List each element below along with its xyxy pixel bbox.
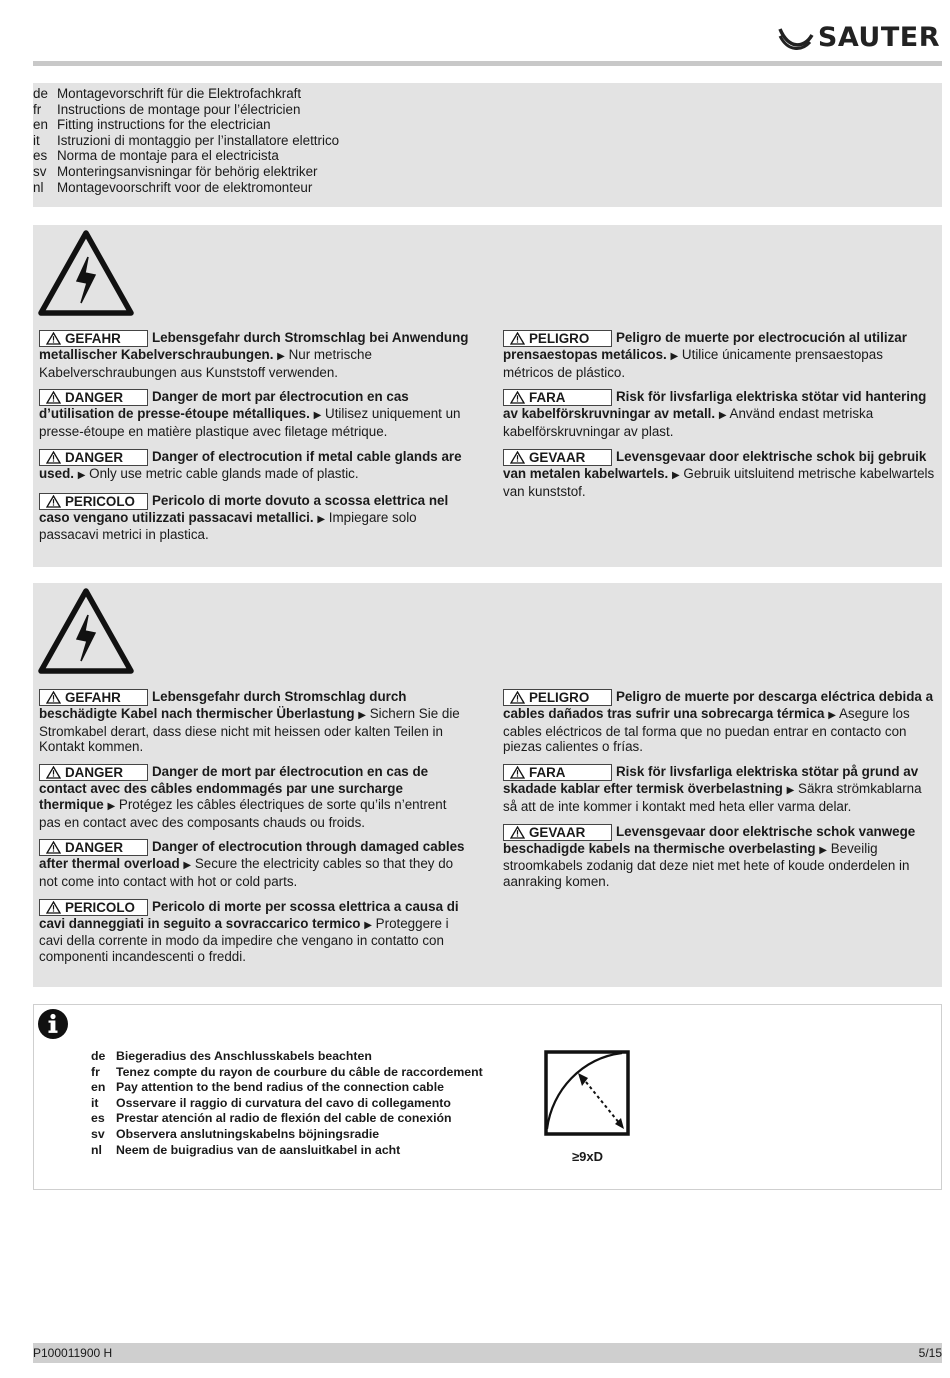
warning-entry bbox=[503, 449, 935, 499]
info-row bbox=[91, 1127, 483, 1143]
hazard-description: Peligro de muerte por descarga eléctrica debida a cables dañados tras sufrir una sobrecarga térmica bbox=[503, 689, 934, 721]
info-language-code: fr bbox=[91, 1064, 100, 1079]
arrow-icon: ▶ bbox=[671, 469, 680, 481]
warning-entry bbox=[39, 839, 471, 889]
arrow-icon: ▶ bbox=[718, 410, 727, 422]
hazard-label-text: GEVAAR bbox=[529, 449, 586, 465]
hazard-instruction: Säkra strömkablarna så att de inte kommer i kontakt med heta eller varma delar. bbox=[503, 781, 922, 814]
info-language-code: nl bbox=[91, 1142, 102, 1157]
warning2-right-column bbox=[503, 689, 935, 899]
language-row bbox=[33, 86, 339, 102]
language-title: Istruzioni di montaggio per l’installatore elettrico bbox=[57, 132, 340, 148]
hazard-label bbox=[503, 764, 612, 781]
header-divider bbox=[33, 61, 942, 66]
warning-entry bbox=[39, 330, 471, 380]
hazard-label bbox=[503, 389, 612, 406]
language-code: en bbox=[33, 117, 48, 133]
hazard-description: Danger of electrocution if metal cable glands are used. bbox=[39, 448, 462, 481]
hazard-instruction: Only use metric cable glands made of plastic. bbox=[89, 465, 359, 481]
hazard-instruction: Använd endast metriska kabelförskruvningar av plast. bbox=[503, 406, 874, 440]
info-language-code: de bbox=[91, 1049, 106, 1063]
info-language-code: it bbox=[91, 1095, 99, 1110]
info-row bbox=[91, 1096, 483, 1112]
arrow-icon: ▶ bbox=[819, 844, 827, 856]
language-row bbox=[33, 148, 339, 164]
language-title: Montagevorschrift für die Elektrofachkraft bbox=[57, 86, 302, 101]
hazard-instruction: Protégez les câbles électriques de sorte qu’ils n’entrent pas en contact avec des composants chauds ou froids. bbox=[39, 796, 447, 830]
brand-name: SAUTER bbox=[817, 22, 940, 53]
info-row bbox=[91, 1065, 483, 1081]
language-row bbox=[33, 164, 339, 180]
info-row bbox=[91, 1111, 483, 1127]
warning1-left-column bbox=[39, 330, 471, 552]
hazard-instruction: Gebruik uitsluitend metrische kabelwartels van kunststof. bbox=[503, 465, 935, 499]
hazard-instruction: Proteggere i cavi della corrente in modo da impedire che vengano in contatto con componenti incandescenti o freddi. bbox=[39, 915, 449, 965]
warning1-right-column bbox=[503, 330, 935, 508]
info-language-code: en bbox=[91, 1080, 106, 1095]
warning-triangle-icon bbox=[46, 766, 61, 779]
warning-triangle-icon bbox=[46, 451, 61, 464]
arrow-icon: ▶ bbox=[786, 785, 795, 797]
sauter-swoosh-icon bbox=[778, 25, 814, 51]
info-row bbox=[91, 1049, 483, 1065]
info-row bbox=[91, 1143, 483, 1159]
hazard-label-text: DANGER bbox=[65, 765, 124, 781]
hazard-description: Danger de mort par électrocution en cas d’utilisation de presse-étoupe métalliques. bbox=[39, 389, 409, 422]
hazard-label-text: DANGER bbox=[65, 840, 124, 856]
arrow-icon: ▶ bbox=[183, 860, 192, 872]
warning-entry bbox=[39, 389, 471, 439]
language-row bbox=[33, 117, 339, 133]
hazard-instruction: Utilice únicamente prensaestopas métricos de plástico. bbox=[503, 347, 883, 380]
hazard-label-text: PELIGRO bbox=[529, 690, 590, 705]
language-title: Monteringsanvisningar för behörig elektriker bbox=[57, 163, 318, 179]
warning-box-cable-glands bbox=[33, 225, 942, 567]
hazard-description: Risk för livsfarliga elektriska stötar på grund av skadade kablar efter termisk överbelastning bbox=[503, 764, 919, 797]
info-text: Biegeradius des Anschlusskabels beachten bbox=[116, 1049, 372, 1063]
warning-triangle-icon bbox=[46, 901, 61, 914]
warning-triangle-icon bbox=[510, 691, 525, 704]
warning-triangle-icon bbox=[510, 826, 525, 839]
info-text: Osservare il raggio di curvatura del cavo di collegamento bbox=[116, 1095, 451, 1110]
warning-entry bbox=[503, 764, 935, 814]
hazard-label bbox=[39, 389, 148, 406]
hazard-label bbox=[39, 899, 148, 916]
info-text: Prestar atención al radio de flexión del cable de conexión bbox=[116, 1111, 452, 1126]
language-title: Instructions de montage pour l’électricien bbox=[57, 101, 301, 117]
warning-entry bbox=[503, 824, 935, 890]
hazard-label bbox=[503, 449, 612, 466]
page-number: 5/15 bbox=[918, 1346, 942, 1360]
hazard-description: Danger de mort par électrocution en cas de contact avec des câbles endommagés par une surcharge thermique bbox=[39, 764, 429, 812]
arrow-icon: ▶ bbox=[828, 710, 836, 721]
hazard-description: Levensgevaar door elektrische schok vanwege beschadigde kabels na thermische overbelasting bbox=[503, 823, 916, 856]
warning-entry bbox=[503, 330, 935, 380]
hazard-label-text: FARA bbox=[529, 390, 566, 406]
arrow-icon: ▶ bbox=[107, 800, 116, 812]
info-language-code: sv bbox=[91, 1126, 105, 1141]
info-text: Pay attention to the bend radius of the connection cable bbox=[116, 1080, 444, 1095]
hazard-label bbox=[39, 449, 148, 466]
language-row bbox=[33, 102, 339, 118]
language-titles bbox=[33, 83, 942, 207]
electric-hazard-icon bbox=[37, 587, 135, 675]
warning-entry bbox=[503, 689, 935, 755]
hazard-label bbox=[39, 764, 148, 781]
hazard-label-text: PERICOLO bbox=[65, 493, 135, 509]
arrow-icon: ▶ bbox=[317, 513, 326, 525]
warning-entry bbox=[39, 449, 471, 484]
hazard-label bbox=[503, 824, 612, 841]
language-code: de bbox=[33, 86, 48, 101]
language-title: Norma de montaje para el electricista bbox=[57, 148, 279, 164]
info-language-code: es bbox=[91, 1111, 105, 1126]
hazard-description: Pericolo di morte per scossa elettrica a causa di cavi danneggiati in seguito a sovraccarico termico bbox=[39, 898, 459, 931]
warning-entry bbox=[39, 899, 471, 965]
arrow-icon: ▶ bbox=[77, 469, 86, 481]
hazard-label-text: GEVAAR bbox=[529, 824, 586, 840]
info-icon bbox=[37, 1008, 69, 1040]
info-text: Tenez compte du rayon de courbure du câble de raccordement bbox=[116, 1064, 483, 1079]
electric-hazard-icon bbox=[37, 229, 135, 317]
language-code: nl bbox=[33, 179, 44, 195]
warning-triangle-icon bbox=[510, 332, 525, 345]
hazard-description: Peligro de muerte por electrocución al utilizar prensaestopas metálicos. bbox=[503, 330, 907, 362]
warning-triangle-icon bbox=[510, 451, 525, 464]
hazard-instruction: Nur metrische Kabelverschraubungen aus Kunststoff verwenden. bbox=[39, 347, 372, 380]
language-row bbox=[33, 133, 339, 149]
hazard-label bbox=[39, 330, 148, 347]
language-code: es bbox=[33, 148, 48, 164]
warning-triangle-icon bbox=[46, 391, 61, 404]
hazard-description: Danger of electrocution through damaged cables after thermal overload bbox=[39, 839, 465, 872]
warning-triangle-icon bbox=[46, 841, 61, 854]
warning-entry bbox=[39, 493, 471, 543]
hazard-label-text: DANGER bbox=[65, 449, 124, 465]
language-code: fr bbox=[33, 101, 42, 117]
hazard-instruction: Secure the electricity cables so that they do not come into contact with hot or cold parts. bbox=[39, 856, 454, 889]
arrow-icon: ▶ bbox=[364, 919, 372, 931]
warning-entry bbox=[39, 764, 471, 830]
hazard-label bbox=[503, 330, 612, 347]
hazard-label bbox=[39, 839, 148, 856]
info-text: Observera anslutningskabelns böjningsradie bbox=[116, 1126, 380, 1141]
hazard-label-text: GEFAHR bbox=[65, 690, 121, 705]
hazard-instruction: Beveilig stroomkabels zodanig dat deze niet met hete of koude onderdelen in aanraking komen. bbox=[503, 840, 910, 889]
language-title: Montagevoorschrift voor de elektromonteur bbox=[57, 179, 313, 195]
sauter-logo bbox=[778, 22, 940, 53]
arrow-icon: ▶ bbox=[277, 351, 285, 362]
info-box-bend-radius bbox=[33, 1004, 942, 1190]
info-row bbox=[91, 1080, 483, 1096]
warning-box-thermal-overload bbox=[33, 583, 942, 987]
warning-triangle-icon bbox=[46, 332, 61, 345]
hazard-instruction: Asegure los cables eléctricos de tal forma que no puedan entrar en contacto con piezas calientes o frías. bbox=[503, 706, 910, 755]
hazard-label-text: PELIGRO bbox=[529, 331, 590, 346]
hazard-instruction: Sichern Sie die Stromkabel derart, dass diese nicht mit heissen oder kalten Teilen in Kontakt kommen. bbox=[39, 706, 460, 755]
warning-triangle-icon bbox=[46, 495, 61, 508]
language-title: Fitting instructions for the electrician bbox=[57, 117, 271, 133]
bend-radius-label: ≥9xD bbox=[572, 1149, 603, 1164]
hazard-label bbox=[39, 689, 148, 706]
language-code: it bbox=[33, 132, 40, 148]
hazard-description: Lebensgefahr durch Stromschlag durch beschädigte Kabel nach thermischer Überlastung bbox=[39, 689, 407, 721]
hazard-description: Levensgevaar door elektrische schok bij gebruik van metalen kabelwartels. bbox=[503, 448, 927, 481]
document-id: P100011900 H bbox=[33, 1346, 113, 1360]
hazard-label-text: FARA bbox=[529, 765, 566, 781]
hazard-description: Lebensgefahr durch Stromschlag bei Anwendung metallischer Kabelverschraubungen. bbox=[39, 330, 469, 362]
hazard-instruction: Impiegare solo passacavi metrici in plastica. bbox=[39, 509, 417, 543]
warning-entry bbox=[39, 689, 471, 755]
hazard-label-text: PERICOLO bbox=[65, 899, 135, 915]
language-row bbox=[33, 180, 339, 196]
warning-entry bbox=[503, 389, 935, 439]
hazard-label-text: DANGER bbox=[65, 390, 124, 406]
hazard-label bbox=[503, 689, 612, 706]
arrow-icon: ▶ bbox=[358, 710, 366, 721]
info-text: Neem de buigradius van de aansluitkabel in acht bbox=[116, 1142, 401, 1157]
hazard-description: Pericolo di morte dovuto a scossa elettrica nel caso vengano utilizzati passacavi metallici. bbox=[39, 492, 449, 525]
arrow-icon: ▶ bbox=[670, 351, 679, 362]
bend-radius-diagram-icon bbox=[544, 1050, 630, 1136]
warning-triangle-icon bbox=[510, 766, 525, 779]
hazard-description: Risk för livsfarliga elektriska stötar vid hantering av kabelförskruvningar av metall. bbox=[503, 389, 927, 422]
hazard-label bbox=[39, 493, 148, 510]
arrow-icon: ▶ bbox=[313, 410, 322, 422]
page-footer bbox=[33, 1343, 942, 1363]
hazard-label-text: GEFAHR bbox=[65, 331, 121, 346]
warning2-left-column bbox=[39, 689, 471, 974]
warning-triangle-icon bbox=[510, 391, 525, 404]
hazard-instruction: Utilisez uniquement un presse-étoupe en matière plastique avec filetage métrique. bbox=[39, 406, 461, 440]
language-code: sv bbox=[33, 163, 47, 179]
warning-triangle-icon bbox=[46, 691, 61, 704]
